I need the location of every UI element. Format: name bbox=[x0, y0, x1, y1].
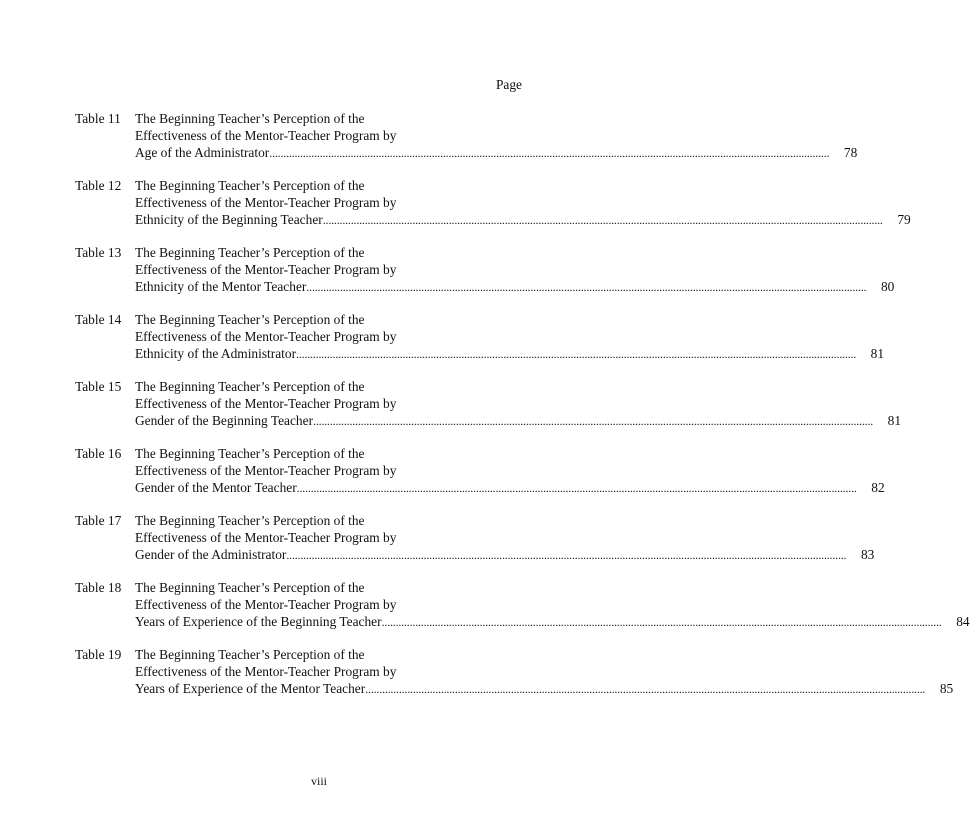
toc-entry bbox=[75, 110, 858, 177]
page-ref: 82 bbox=[871, 480, 885, 495]
page-number: viii bbox=[310, 774, 327, 788]
table-number: Table 19 bbox=[75, 647, 122, 662]
title-line: Age of the Administrator bbox=[135, 145, 270, 160]
list-of-tables bbox=[75, 110, 970, 713]
title-line: The Beginning Teacher’s Perception of the bbox=[135, 580, 365, 595]
title-last-line bbox=[135, 546, 875, 563]
toc-entry bbox=[75, 311, 885, 378]
title-line: Effectiveness of the Mentor-Teacher Program by bbox=[135, 463, 397, 478]
title-last-line bbox=[135, 345, 885, 362]
dot-leader: ........................................................................................................................................................................................................ bbox=[269, 146, 830, 160]
title-line: Ethnicity of the Administrator bbox=[135, 346, 297, 361]
table-title bbox=[135, 378, 902, 429]
page-ref: 81 bbox=[887, 413, 902, 428]
title-line: Effectiveness of the Mentor-Teacher Program by bbox=[135, 597, 397, 612]
toc-entry bbox=[75, 177, 911, 244]
page-ref: 83 bbox=[860, 547, 875, 562]
toc-entry bbox=[75, 512, 875, 579]
page-ref: 78 bbox=[843, 145, 858, 160]
title-line: The Beginning Teacher’s Perception of the bbox=[135, 111, 365, 126]
table-title bbox=[135, 311, 885, 362]
title-line: Effectiveness of the Mentor-Teacher Program by bbox=[135, 664, 397, 679]
title-line: Ethnicity of the Beginning Teacher bbox=[135, 212, 323, 227]
title-line: Years of Experience of the Mentor Teacher bbox=[135, 681, 366, 696]
page-ref: 80 bbox=[880, 279, 895, 294]
title-last-line bbox=[135, 479, 885, 496]
toc-entry bbox=[75, 244, 895, 311]
page-ref: 79 bbox=[897, 212, 911, 227]
title-line: Effectiveness of the Mentor-Teacher Program by bbox=[135, 530, 397, 545]
title-last-line bbox=[135, 211, 911, 228]
page-ref: 81 bbox=[870, 346, 885, 361]
table-number: Table 16 bbox=[75, 446, 122, 461]
page-ref: 84 bbox=[956, 614, 970, 629]
title-line: The Beginning Teacher’s Perception of the bbox=[135, 647, 365, 662]
title-line: Effectiveness of the Mentor-Teacher Program by bbox=[135, 262, 397, 277]
page-column-header: Page bbox=[495, 77, 522, 92]
toc-entry bbox=[75, 378, 902, 445]
title-last-line bbox=[135, 613, 970, 630]
title-line: Gender of the Administrator bbox=[135, 547, 287, 562]
dot-leader: ........................................................................................................................................................................................................ bbox=[306, 280, 867, 294]
table-title bbox=[135, 110, 858, 161]
dot-leader: ........................................................................................................................................................................................................ bbox=[286, 548, 847, 562]
table-title bbox=[135, 512, 875, 563]
toc-entry bbox=[75, 445, 885, 512]
table-number: Table 11 bbox=[75, 111, 121, 126]
title-line: Gender of the Mentor Teacher bbox=[135, 480, 297, 495]
table-title bbox=[135, 177, 911, 228]
title-line: Effectiveness of the Mentor-Teacher Program by bbox=[135, 396, 397, 411]
title-line: Effectiveness of the Mentor-Teacher Program by bbox=[135, 195, 397, 210]
dot-leader: ........................................................................................................................................................................................................ bbox=[365, 682, 926, 696]
table-title bbox=[135, 244, 895, 295]
title-line: The Beginning Teacher’s Perception of the bbox=[135, 245, 365, 260]
title-line: Effectiveness of the Mentor-Teacher Program by bbox=[135, 329, 397, 344]
title-last-line bbox=[135, 278, 895, 295]
title-line: The Beginning Teacher’s Perception of the bbox=[135, 513, 365, 528]
title-line: Years of Experience of the Beginning Teacher bbox=[135, 614, 382, 629]
table-number: Table 18 bbox=[75, 580, 122, 595]
page-ref: 85 bbox=[939, 681, 954, 696]
table-title bbox=[135, 646, 954, 697]
title-line: Effectiveness of the Mentor-Teacher Program by bbox=[135, 128, 397, 143]
title-line: Ethnicity of the Mentor Teacher bbox=[135, 279, 307, 294]
title-last-line bbox=[135, 680, 954, 697]
table-number: Table 13 bbox=[75, 245, 122, 260]
title-last-line bbox=[135, 144, 858, 161]
table-number: Table 12 bbox=[75, 178, 122, 193]
toc-entry bbox=[75, 646, 954, 713]
toc-entry bbox=[75, 579, 970, 646]
table-number: Table 17 bbox=[75, 513, 122, 528]
dot-leader: ........................................................................................................................................................................................................ bbox=[296, 347, 857, 361]
title-line: Gender of the Beginning Teacher bbox=[135, 413, 314, 428]
title-line: The Beginning Teacher’s Perception of the bbox=[135, 446, 365, 461]
table-title bbox=[135, 579, 970, 630]
table-number: Table 14 bbox=[75, 312, 122, 327]
title-line: The Beginning Teacher’s Perception of the bbox=[135, 178, 365, 193]
dot-leader: ........................................................................................................................................................................................................ bbox=[313, 414, 874, 428]
table-number: Table 15 bbox=[75, 379, 122, 394]
dot-leader: ........................................................................................................................................................................................................ bbox=[381, 615, 942, 629]
dot-leader: ........................................................................................................................................................................................................ bbox=[322, 213, 883, 227]
table-title bbox=[135, 445, 885, 496]
title-last-line bbox=[135, 412, 902, 429]
dot-leader: ........................................................................................................................................................................................................ bbox=[296, 481, 857, 495]
title-line: The Beginning Teacher’s Perception of the bbox=[135, 312, 365, 327]
title-line: The Beginning Teacher’s Perception of the bbox=[135, 379, 365, 394]
